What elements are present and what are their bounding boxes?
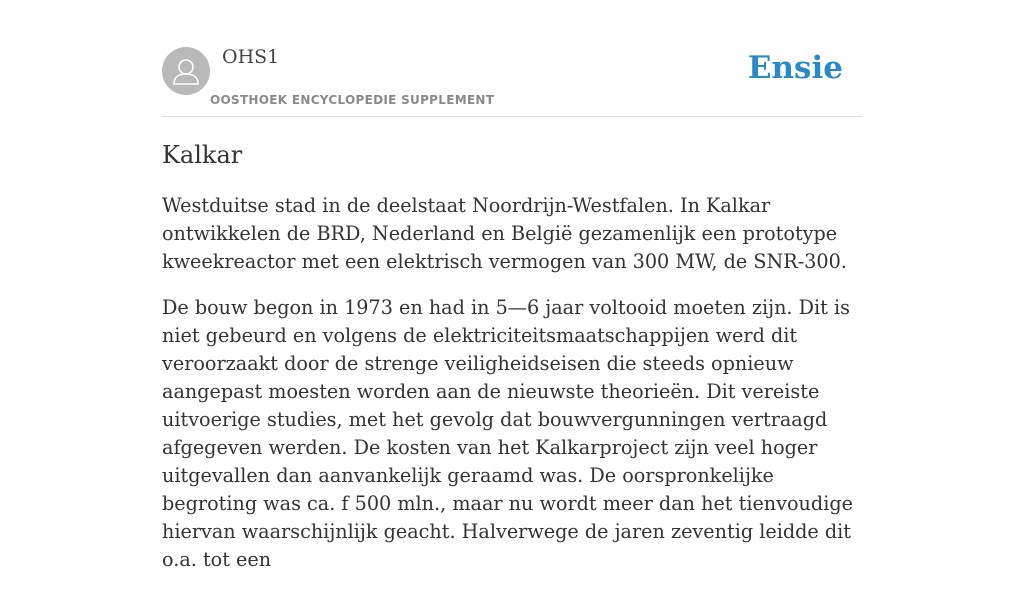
username-link[interactable]: OHS1	[222, 46, 280, 68]
article-title: Kalkar	[162, 141, 243, 169]
article-content	[162, 192, 867, 592]
article-paragraph: De bouw begon in 1973 en had in 5—6 jaar voltooid moeten zijn. Dit is niet gebeurd en volgens de elektriciteitsmaatschappijen werd dit veroorzaakt door de strenge veiligheidseisen die steeds opnieuw aangepast moesten worden aan de nieuwste theorieën. Dit vereiste uitvoerige studies, met het gevolg dat bouwvergunningen vertraagd afgegeven werden. De kosten van het Kalkarproject zijn veel hoger uitgevallen dan aanvankelijk geraamd was. De oorspronkelijke begroting was ca. f 500 mln., maar nu wordt meer dan het tienvoudige hiervan waarschijnlijk geacht. Halverwege de jaren zeventig leidde dit o.a. tot een	[162, 296, 853, 571]
source-label: OOSTHOEK ENCYCLOPEDIE SUPPLEMENT	[210, 93, 495, 107]
article-paragraph: Westduitse stad in de deelstaat Noordrijn-Westfalen. In Kalkar ontwikkelen de BRD, Nederland en België gezamenlijk een prototype kweekreactor met een elektrisch vermogen van 300 MW, de SNR-300.	[162, 194, 847, 273]
user-icon	[162, 47, 210, 95]
ensie-logo[interactable]: Ensie	[747, 50, 843, 86]
header	[162, 40, 862, 117]
avatar[interactable]	[162, 47, 210, 95]
